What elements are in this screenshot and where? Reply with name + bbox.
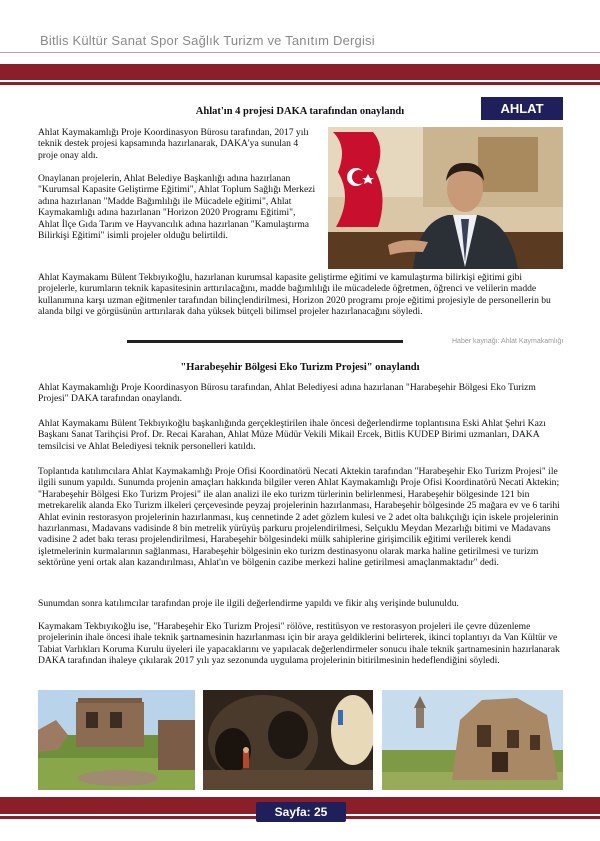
official-portrait-photo xyxy=(328,127,563,269)
article2-paragraph-3: Toplantıda katılımcılara Ahlat Kaymakamlığı Proje Ofisi Koordinatörü Necati Aktekin tarafından "Harabeşehir Eko Turizm Projesi" ile ilgili sunum yapıldı. Sunumda projenin amaçları hakkında bilgiler veren Ahlat Kaymakamlığı Proje Ofisi Koordinatörü Necati Aktekin; "Harabeşehir Bölgesi Eko Turizm Projesi" ile alan analizi ile eko turizm türlerinin belirlenmesi, Harabeşehir bölgesinde 121 bin metrekarelik alanda Eko Turizm ilkeleri çerçevesinde peyzaj projelerinin hazırlanması, Harabeşehir bölgesinde 25 mağara ev ve 6 tarihi Ahlat evinin restorasyon projelerinin hazırlanması, kuş cennetinde 2 adet gözlem kulesi ve 2 adet olta balıkçılığı için iskele projelerinin hazırlanması, Madavans vadisinde 8 bin metrelik yürüyüş parkuru projelendirilmesi, Selçuklu Meydan Mezarlığı bitimi ve Madavans vadisine 2 adet bakı terası projelendirilmesi, Harabeşehir bölgesindeki mülk sahiplerine girişimcilik eğitimi verilerek kendi işletmelerinin kurmalarının sağlanması, Harabeşehir bölgesinin eko turizm destinasyonu olarak marka haline getirilmesi ve turizm sektörüne yeni ortak alan kazandırılması, Ahlat'ın ve bölgenin cazibe merkezi haline getirilmesi amaçlanmaktadır" dedi. xyxy=(38,466,560,569)
ruins-photo-1 xyxy=(38,690,195,790)
section-badge: AHLAT xyxy=(481,97,563,120)
article2-title: "Harabeşehir Bölgesi Eko Turizm Projesi" onaylandı xyxy=(180,362,420,373)
ruins-photo-2 xyxy=(382,690,563,790)
article1-paragraph-1: Ahlat Kaymakamlığı Proje Koordinasyon Bürosu tarafından, 2017 yılı teknik destek projesi kapsamında hazırlanarak, DAKA'ya sunulan 4 proje onay aldı. xyxy=(38,127,309,161)
article1-paragraph-3: Ahlat Kaymakamı Bülent Tekbıyıkoğlu, hazırlanan kurumsal kapasite geliştirme eğitimi ve kamulaştırma bilirkişi eğitimi gibi projelerle, kurumların teknik kapasitesinin arttırılacağını, madde bağımlılığı ile mücadelede öğretmen, öğrenci ve velilerin madde kullanımına karşı uzman eğitmenler tarafından bilinçlendirilmesi, Horizon 2020 programı proje eğitimi projesiyle de personellerin bu alanda bilgi ve görgüsünün arttırılarak daha yüksek bütçeli bilimsel projeler hazırlanacağını söyledi. xyxy=(38,272,551,318)
news-source: Haber kaynağı: Ahlat Kaymakamlığı xyxy=(452,338,564,345)
article1-paragraph-2: Onaylanan projelerin, Ahlat Belediye Başkanlığı adına hazırlanan "Kurumsal Kapasite Geliştirme Eğitimi", Ahlat Toplum Sağlığı Merkezi adına hazırlanan "Madde Bağımlılığı ile Mücadele eğitimi", Ahlat Kaymakamlığı adına hazırlanan "Horizon 2020 Programı Eğitimi", Ahlat İlçe Gıda Tarım ve Hayvancılık adına hazırlanan "Kamulaştırma Bilirkişi Eğitimi" isimli projeler olduğu belirtildi. xyxy=(38,173,316,242)
cave-photo xyxy=(203,690,373,790)
section-divider xyxy=(127,340,403,343)
header-band xyxy=(0,64,600,80)
article2-paragraph-2: Ahlat Kaymakamı Bülent Tekbıyıkoğlu başkanlığında gerçekleştirilen ihale öncesi değerlendirme toplantısına Eski Ahlat Şehri Kazı Başkanı Sanat Tarihçisi Prof. Dr. Recai Karahan, Ahlat Müze Müdür Vekili Mikail Ercek, Bitlis KUDEP Birimi uzmanları, DAKA temsilcisi ve Ahlat Belediyesi teknik personelleri katıldı. xyxy=(38,418,546,452)
magazine-title: Bitlis Kültür Sanat Spor Sağlık Turizm ve Tanıtım Dergisi xyxy=(40,33,375,48)
page-number-badge: Sayfa: 25 xyxy=(256,802,346,822)
article2-paragraph-1: Ahlat Kaymakamlığı Proje Koordinasyon Bürosu tarafından, Ahlat Belediyesi adına hazırlanan "Harabeşehir Bölgesi Eko Turizm Projesi" DAKA tarafından onaylandı. xyxy=(38,382,536,405)
article2-paragraph-5: Kaymakam Tekbıyıkoğlu ise, "Harabeşehir Eko Turizm Projesi" rölöve, restitüsyon ve restorasyon projeleri ile çevre düzenleme projelerinin ihale öncesi ihale teknik şartnamesinin hazırlanması için bir araya geldiklerini belirterek, ikinci toplantıyı da Van Kültür ve Tabiat Varlıkları Koruma Kurulu üyeleri ile yapacaklarını ve yapılacak değerlendirmeler sonucu ihale teknik şartnamesinin hazırlanarak DAKA tarafından ihaleye çıkılarak 2017 yılı yaz sezonunda uygulama projelerinin bitirilmesinin hedeflendiğini söyledi. xyxy=(38,621,560,667)
header-band-thin xyxy=(0,82,600,85)
article2-paragraph-4: Sunumdan sonra katılımcılar tarafından proje ile ilgili değerlendirme yapıldı ve fikir alış verişinde bulunuldu. xyxy=(38,598,459,609)
header-rule xyxy=(0,52,600,53)
article1-title: Ahlat'ın 4 projesi DAKA tarafından onaylandı xyxy=(195,106,405,117)
